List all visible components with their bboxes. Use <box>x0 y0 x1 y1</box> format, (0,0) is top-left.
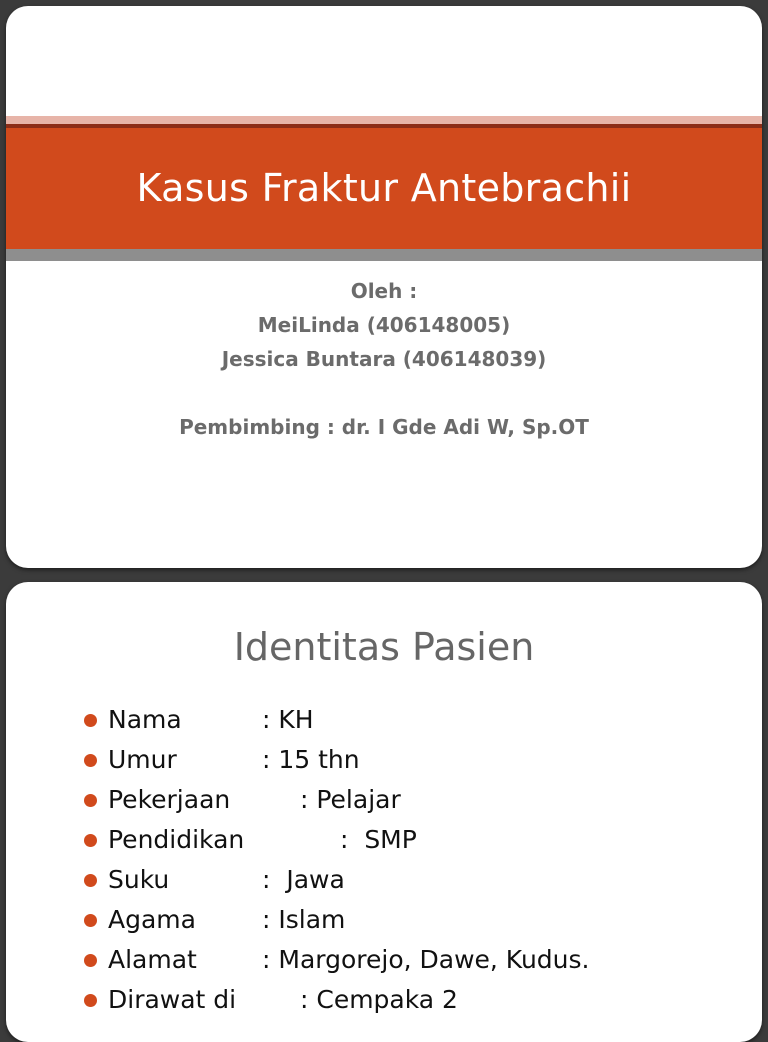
subtitle-block <box>6 274 762 444</box>
list-item <box>84 860 345 900</box>
item-label: Alamat <box>108 945 197 974</box>
slide-title: Identitas Pasien <box>233 625 535 669</box>
identity-slide <box>6 582 762 1042</box>
item-label: Agama <box>108 905 196 934</box>
item-value: : KH <box>262 705 314 734</box>
item-value: : Jawa <box>262 865 345 894</box>
bullet-icon <box>84 954 97 967</box>
item-value: : Cempaka 2 <box>300 985 458 1014</box>
author-1: MeiLinda (406148005) <box>257 313 511 337</box>
list-item <box>84 900 346 940</box>
oleh-label: Oleh : <box>350 279 418 303</box>
bullet-icon <box>84 994 97 1007</box>
bullet-icon <box>84 874 97 887</box>
decorative-stripe-light <box>6 116 762 124</box>
presentation-title: Kasus Fraktur Antebrachii <box>136 166 632 210</box>
item-value: : Islam <box>262 905 346 934</box>
bullet-icon <box>84 834 97 847</box>
item-label: Suku <box>108 865 170 894</box>
spacer <box>6 376 762 410</box>
item-value: : Pelajar <box>300 785 401 814</box>
item-label: Pekerjaan <box>108 785 231 814</box>
item-label: Pendidikan <box>108 825 245 854</box>
list-item <box>84 940 590 980</box>
item-label: Nama <box>108 705 182 734</box>
item-value: : SMP <box>340 825 417 854</box>
list-item <box>84 740 360 780</box>
item-label: Dirawat di <box>108 985 237 1014</box>
bullet-icon <box>84 714 97 727</box>
supervisor: Pembimbing : dr. I Gde Adi W, Sp.OT <box>179 415 589 439</box>
item-value: : 15 thn <box>262 745 360 774</box>
list-item <box>84 700 314 740</box>
decorative-stripe-gray <box>6 249 762 261</box>
list-item <box>84 820 417 860</box>
item-label: Umur <box>108 745 177 774</box>
bullet-icon <box>84 794 97 807</box>
bullet-icon <box>84 914 97 927</box>
item-value: : Margorejo, Dawe, Kudus. <box>262 945 590 974</box>
identity-list <box>84 700 590 1020</box>
author-2: Jessica Buntara (406148039) <box>221 347 547 371</box>
title-slide <box>6 6 762 568</box>
list-item <box>84 780 401 820</box>
list-item <box>84 980 458 1020</box>
bullet-icon <box>84 754 97 767</box>
